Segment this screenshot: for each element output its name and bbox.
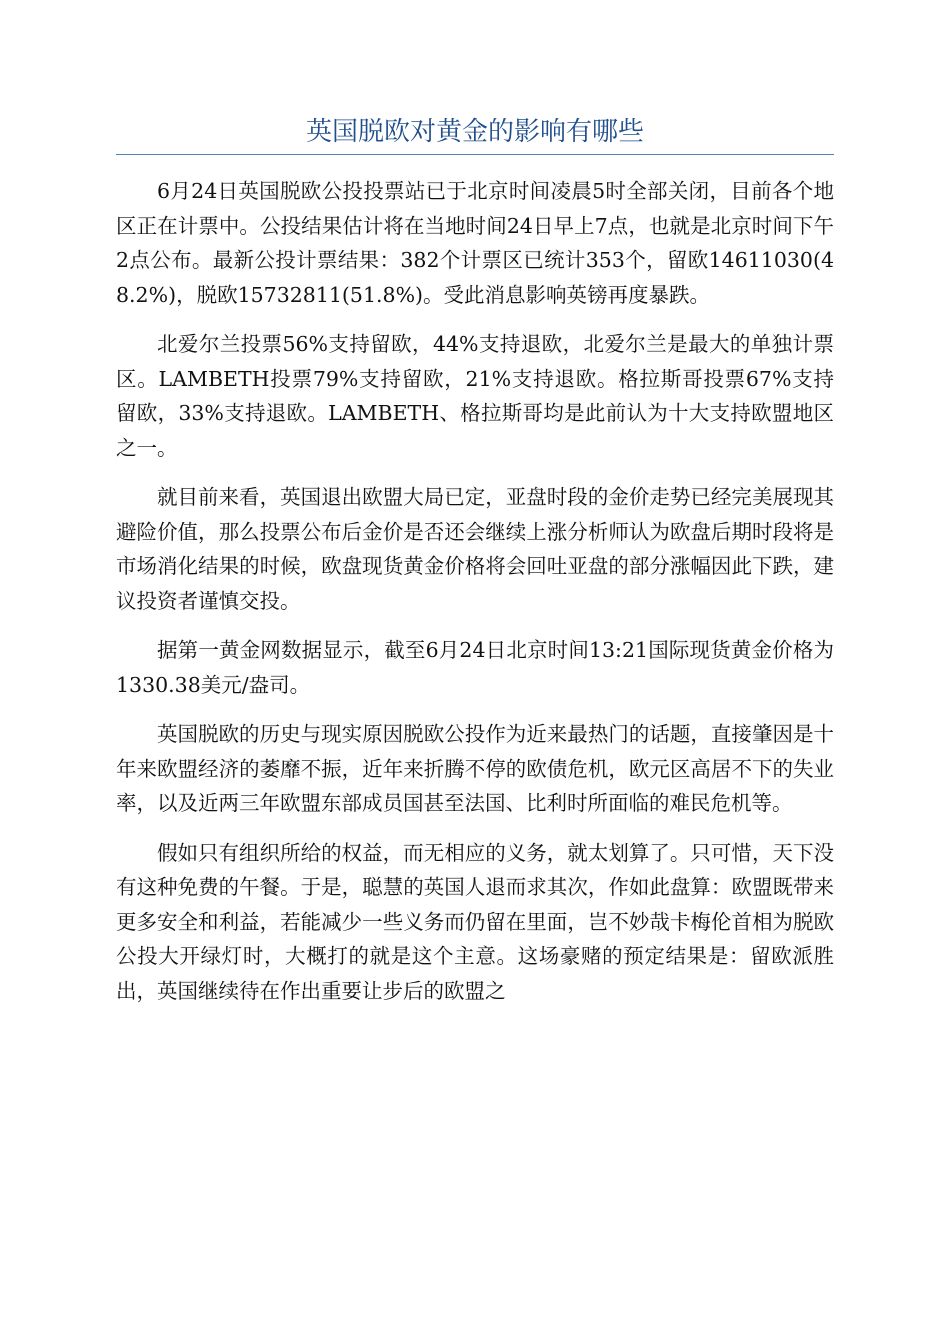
paragraph-1: 6月24日英国脱欧公投投票站已于北京时间凌晨5时全部关闭，目前各个地区正在计票中。公投结果估计将在当地时间24日早上7点，也就是北京时间下午2点公布。最新公投计票结果：382个计票区已统计353个，留欧14611030(48.2%)，脱欧15732811(51.8%)。受此消息影响英镑再度暴跌。	[116, 179, 834, 307]
document-body	[116, 174, 834, 1023]
paragraph-6: 假如只有组织所给的权益，而无相应的义务，就太划算了。只可惜，天下没有这种免费的午餐。于是，聪慧的英国人退而求其次，作如此盘算：欧盟既带来更多安全和利益，若能减少一些义务而仍留在里面，岂不妙哉卡梅伦首相为脱欧公投大开绿灯时，大概打的就是这个主意。这场豪赌的预定结果是：留欧派胜出，英国继续待在作出重要让步后的欧盟之	[116, 840, 834, 1003]
title-underline	[116, 154, 834, 155]
paragraph-4: 据第一黄金网数据显示，截至6月24日北京时间13:21国际现货黄金价格为1330.38美元/盎司。	[116, 638, 834, 697]
paragraph-2: 北爱尔兰投票56%支持留欧，44%支持退欧，北爱尔兰是最大的单独计票区。LAMBETH投票79%支持留欧，21%支持退欧。格拉斯哥投票67%支持留欧，33%支持退欧。LAMBETH、格拉斯哥均是此前认为十大支持欧盟地区之一。	[116, 332, 834, 460]
paragraph-3: 就目前来看，英国退出欧盟大局已定，亚盘时段的金价走势已经完美展现其避险价值，那么投票公布后金价是否还会继续上涨分析师认为欧盘后期时段将是市场消化结果的时候，欧盘现货黄金价格将会回吐亚盘的部分涨幅因此下跌，建议投资者谨慎交投。	[116, 485, 834, 613]
document-title: 英国脱欧对黄金的影响有哪些	[305, 117, 644, 147]
paragraph-5: 英国脱欧的历史与现实原因脱欧公投作为近来最热门的话题，直接肇因是十年来欧盟经济的萎靡不振，近年来折腾不停的欧债危机，欧元区高居不下的失业率，以及近两三年欧盟东部成员国甚至法国、比利时所面临的难民危机等。	[116, 722, 834, 815]
